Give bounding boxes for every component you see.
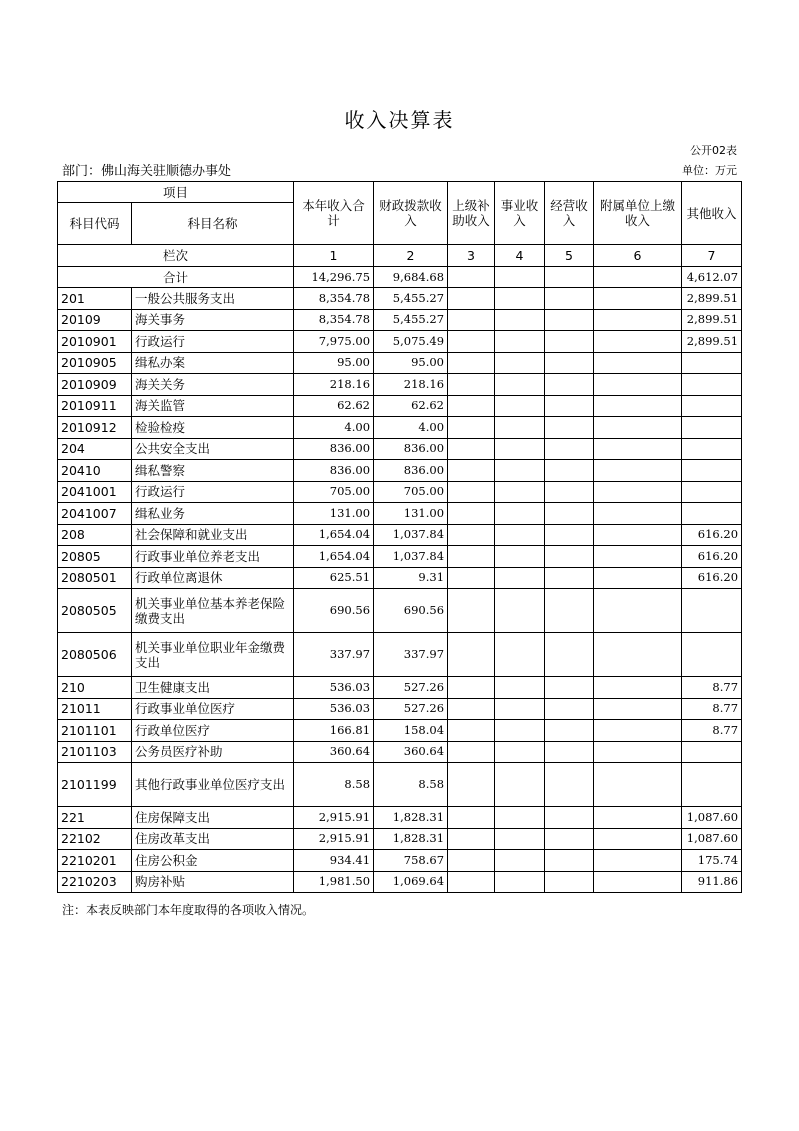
table-row xyxy=(58,720,742,742)
amount-cell xyxy=(594,828,682,850)
subject-name: 住房保障支出 xyxy=(132,807,294,829)
amount-cell xyxy=(495,567,545,589)
amount-cell: 95.00 xyxy=(374,352,448,374)
amount-cell: 337.97 xyxy=(294,633,374,677)
amount-cell: 616.20 xyxy=(682,546,742,568)
column-number: 3 xyxy=(448,245,495,267)
subject-name: 海关监管 xyxy=(132,395,294,417)
amount-cell: 131.00 xyxy=(374,503,448,525)
amount-cell: 1,087.60 xyxy=(682,807,742,829)
column-number: 5 xyxy=(545,245,594,267)
amount-cell xyxy=(545,460,594,482)
amount-cell xyxy=(545,438,594,460)
amount-cell: 8,354.78 xyxy=(294,309,374,331)
amount-cell: 158.04 xyxy=(374,720,448,742)
subject-code: 21011 xyxy=(58,698,132,720)
table-note: 注：本表反映部门本年度取得的各项收入情况。 xyxy=(62,903,315,917)
amount-cell xyxy=(448,460,495,482)
amount-cell: 5,075.49 xyxy=(374,331,448,353)
amount-cell: 934.41 xyxy=(294,850,374,872)
column-number-row xyxy=(58,245,742,267)
subject-code: 2010912 xyxy=(58,417,132,439)
amount-cell xyxy=(495,417,545,439)
amount-cell xyxy=(594,567,682,589)
amount-cell xyxy=(448,720,495,742)
total-value: 4,612.07 xyxy=(682,267,742,288)
amount-cell: 360.64 xyxy=(374,741,448,763)
amount-cell xyxy=(545,524,594,546)
amount-cell xyxy=(545,309,594,331)
amount-cell: 8.77 xyxy=(682,677,742,699)
amount-cell xyxy=(594,352,682,374)
table-row xyxy=(58,460,742,482)
amount-cell: 166.81 xyxy=(294,720,374,742)
amount-cell: 705.00 xyxy=(294,481,374,503)
amount-cell: 360.64 xyxy=(294,741,374,763)
amount-cell: 1,037.84 xyxy=(374,524,448,546)
amount-cell xyxy=(545,395,594,417)
amount-cell xyxy=(495,828,545,850)
amount-cell xyxy=(495,460,545,482)
amount-cell xyxy=(682,438,742,460)
amount-cell xyxy=(545,503,594,525)
unit-label: 单位：万元 xyxy=(682,164,737,177)
subject-name: 缉私业务 xyxy=(132,503,294,525)
amount-cell xyxy=(448,850,495,872)
amount-cell xyxy=(545,417,594,439)
amount-cell: 218.16 xyxy=(374,374,448,396)
table-row xyxy=(58,589,742,633)
amount-cell xyxy=(545,481,594,503)
amount-cell: 8.77 xyxy=(682,720,742,742)
amount-cell: 8.58 xyxy=(294,763,374,807)
table-row xyxy=(58,374,742,396)
amount-cell xyxy=(594,763,682,807)
amount-cell: 4.00 xyxy=(374,417,448,439)
amount-cell xyxy=(545,807,594,829)
amount-cell: 2,915.91 xyxy=(294,828,374,850)
table-row xyxy=(58,288,742,310)
table-row xyxy=(58,352,742,374)
table-row xyxy=(58,524,742,546)
subject-name: 缉私办案 xyxy=(132,352,294,374)
amount-cell xyxy=(682,589,742,633)
header-business: 事业收入 xyxy=(495,182,545,245)
amount-cell xyxy=(594,438,682,460)
amount-cell: 8.77 xyxy=(682,698,742,720)
subject-name: 公务员医疗补助 xyxy=(132,741,294,763)
amount-cell: 536.03 xyxy=(294,677,374,699)
subject-code: 2010901 xyxy=(58,331,132,353)
amount-cell: 62.62 xyxy=(294,395,374,417)
header-affiliate: 附属单位上缴收入 xyxy=(594,182,682,245)
subject-code: 20805 xyxy=(58,546,132,568)
amount-cell xyxy=(495,698,545,720)
amount-cell xyxy=(682,352,742,374)
amount-cell xyxy=(594,633,682,677)
amount-cell xyxy=(448,807,495,829)
table-row xyxy=(58,807,742,829)
department-label: 部门：佛山海关驻顺德办事处 xyxy=(62,164,232,179)
amount-cell xyxy=(545,567,594,589)
subject-name: 机关事业单位职业年金缴费支出 xyxy=(132,633,294,677)
header-row-1 xyxy=(58,182,742,203)
amount-cell xyxy=(545,677,594,699)
income-table xyxy=(57,181,742,893)
table-row xyxy=(58,331,742,353)
subject-name: 行政单位离退休 xyxy=(132,567,294,589)
amount-cell xyxy=(682,374,742,396)
amount-cell xyxy=(545,288,594,310)
amount-cell xyxy=(594,589,682,633)
table-row xyxy=(58,503,742,525)
amount-cell xyxy=(594,720,682,742)
amount-cell xyxy=(495,741,545,763)
table-row xyxy=(58,741,742,763)
amount-cell xyxy=(495,763,545,807)
subject-code: 20410 xyxy=(58,460,132,482)
amount-cell: 5,455.27 xyxy=(374,288,448,310)
amount-cell xyxy=(495,871,545,893)
amount-cell: 2,915.91 xyxy=(294,807,374,829)
subject-name: 机关事业单位基本养老保险缴费支出 xyxy=(132,589,294,633)
amount-cell xyxy=(682,633,742,677)
table-row xyxy=(58,677,742,699)
amount-cell xyxy=(682,460,742,482)
amount-cell xyxy=(594,741,682,763)
column-number-label: 栏次 xyxy=(58,245,294,267)
total-value: 14,296.75 xyxy=(294,267,374,288)
amount-cell xyxy=(545,331,594,353)
amount-cell: 8,354.78 xyxy=(294,288,374,310)
header-fiscal: 财政拨款收入 xyxy=(374,182,448,245)
table-row xyxy=(58,395,742,417)
subject-code: 2041001 xyxy=(58,481,132,503)
amount-cell xyxy=(682,503,742,525)
subject-name: 行政事业单位养老支出 xyxy=(132,546,294,568)
amount-cell: 836.00 xyxy=(294,460,374,482)
amount-cell xyxy=(545,850,594,872)
total-value: 9,684.68 xyxy=(374,267,448,288)
subject-name: 行政事业单位医疗 xyxy=(132,698,294,720)
amount-cell xyxy=(545,828,594,850)
total-value xyxy=(448,267,495,288)
amount-cell xyxy=(495,850,545,872)
subject-name: 行政运行 xyxy=(132,331,294,353)
subject-name: 社会保障和就业支出 xyxy=(132,524,294,546)
amount-cell xyxy=(594,288,682,310)
amount-cell xyxy=(545,741,594,763)
table-row xyxy=(58,546,742,568)
subject-code: 210 xyxy=(58,677,132,699)
amount-cell: 9.31 xyxy=(374,567,448,589)
table-row xyxy=(58,850,742,872)
amount-cell xyxy=(495,633,545,677)
total-label: 合计 xyxy=(58,267,294,288)
amount-cell xyxy=(448,417,495,439)
table-row xyxy=(58,309,742,331)
amount-cell xyxy=(495,589,545,633)
subject-code: 204 xyxy=(58,438,132,460)
amount-cell xyxy=(495,374,545,396)
subject-name: 行政单位医疗 xyxy=(132,720,294,742)
header-other: 其他收入 xyxy=(682,182,742,245)
subject-code: 2010909 xyxy=(58,374,132,396)
subject-name: 卫生健康支出 xyxy=(132,677,294,699)
subject-name: 购房补贴 xyxy=(132,871,294,893)
amount-cell xyxy=(495,438,545,460)
subject-code: 20109 xyxy=(58,309,132,331)
amount-cell: 758.67 xyxy=(374,850,448,872)
amount-cell: 1,087.60 xyxy=(682,828,742,850)
amount-cell: 1,654.04 xyxy=(294,524,374,546)
amount-cell xyxy=(682,741,742,763)
amount-cell xyxy=(448,546,495,568)
total-row xyxy=(58,267,742,288)
amount-cell: 911.86 xyxy=(682,871,742,893)
column-number: 4 xyxy=(495,245,545,267)
total-value xyxy=(594,267,682,288)
amount-cell: 1,037.84 xyxy=(374,546,448,568)
amount-cell xyxy=(448,698,495,720)
subject-code: 2080505 xyxy=(58,589,132,633)
subject-code: 2210203 xyxy=(58,871,132,893)
column-number: 6 xyxy=(594,245,682,267)
amount-cell: 131.00 xyxy=(294,503,374,525)
amount-cell xyxy=(545,352,594,374)
amount-cell xyxy=(448,763,495,807)
subject-code: 208 xyxy=(58,524,132,546)
amount-cell xyxy=(495,288,545,310)
amount-cell: 2,899.51 xyxy=(682,331,742,353)
amount-cell: 1,654.04 xyxy=(294,546,374,568)
subject-code: 2101101 xyxy=(58,720,132,742)
amount-cell: 218.16 xyxy=(294,374,374,396)
subject-code: 2101103 xyxy=(58,741,132,763)
amount-cell xyxy=(495,677,545,699)
amount-cell xyxy=(682,481,742,503)
amount-cell: 616.20 xyxy=(682,567,742,589)
amount-cell: 337.97 xyxy=(374,633,448,677)
total-value xyxy=(545,267,594,288)
amount-cell xyxy=(495,309,545,331)
amount-cell xyxy=(594,331,682,353)
amount-cell xyxy=(594,871,682,893)
amount-cell: 2,899.51 xyxy=(682,288,742,310)
subject-code: 2041007 xyxy=(58,503,132,525)
header-item: 项目 xyxy=(58,182,294,203)
amount-cell xyxy=(448,438,495,460)
amount-cell xyxy=(545,720,594,742)
subject-code: 201 xyxy=(58,288,132,310)
subject-code: 2080501 xyxy=(58,567,132,589)
amount-cell xyxy=(594,524,682,546)
total-value xyxy=(495,267,545,288)
amount-cell xyxy=(448,395,495,417)
amount-cell xyxy=(448,524,495,546)
amount-cell xyxy=(545,871,594,893)
amount-cell xyxy=(448,374,495,396)
amount-cell xyxy=(448,503,495,525)
subject-code: 2010905 xyxy=(58,352,132,374)
amount-cell xyxy=(594,850,682,872)
amount-cell: 836.00 xyxy=(294,438,374,460)
table-row xyxy=(58,567,742,589)
header-total: 本年收入合计 xyxy=(294,182,374,245)
subject-name: 海关事务 xyxy=(132,309,294,331)
amount-cell: 2,899.51 xyxy=(682,309,742,331)
amount-cell xyxy=(594,807,682,829)
amount-cell xyxy=(448,589,495,633)
amount-cell xyxy=(594,698,682,720)
amount-cell xyxy=(448,567,495,589)
amount-cell xyxy=(448,633,495,677)
amount-cell xyxy=(594,395,682,417)
amount-cell xyxy=(448,481,495,503)
header-subsidy: 上级补助收入 xyxy=(448,182,495,245)
amount-cell: 536.03 xyxy=(294,698,374,720)
column-number: 2 xyxy=(374,245,448,267)
table-row xyxy=(58,417,742,439)
amount-cell: 705.00 xyxy=(374,481,448,503)
amount-cell xyxy=(594,481,682,503)
subject-name: 行政运行 xyxy=(132,481,294,503)
amount-cell xyxy=(594,677,682,699)
amount-cell xyxy=(495,352,545,374)
amount-cell xyxy=(495,807,545,829)
amount-cell xyxy=(545,763,594,807)
table-row xyxy=(58,633,742,677)
subject-name: 住房公积金 xyxy=(132,850,294,872)
amount-cell xyxy=(495,720,545,742)
subject-code: 2010911 xyxy=(58,395,132,417)
amount-cell: 175.74 xyxy=(682,850,742,872)
amount-cell: 625.51 xyxy=(294,567,374,589)
amount-cell xyxy=(594,503,682,525)
amount-cell: 4.00 xyxy=(294,417,374,439)
subject-name: 一般公共服务支出 xyxy=(132,288,294,310)
amount-cell xyxy=(545,698,594,720)
subject-name: 公共安全支出 xyxy=(132,438,294,460)
amount-cell xyxy=(594,309,682,331)
subject-name: 其他行政事业单位医疗支出 xyxy=(132,763,294,807)
subject-code: 2101199 xyxy=(58,763,132,807)
amount-cell xyxy=(495,524,545,546)
amount-cell xyxy=(495,481,545,503)
amount-cell xyxy=(682,417,742,439)
amount-cell xyxy=(448,871,495,893)
amount-cell: 8.58 xyxy=(374,763,448,807)
amount-cell xyxy=(448,741,495,763)
amount-cell: 62.62 xyxy=(374,395,448,417)
amount-cell xyxy=(594,417,682,439)
amount-cell: 5,455.27 xyxy=(374,309,448,331)
amount-cell xyxy=(448,309,495,331)
amount-cell: 1,981.50 xyxy=(294,871,374,893)
column-number: 1 xyxy=(294,245,374,267)
amount-cell xyxy=(495,331,545,353)
amount-cell xyxy=(448,677,495,699)
amount-cell xyxy=(682,763,742,807)
amount-cell xyxy=(545,589,594,633)
amount-cell: 836.00 xyxy=(374,460,448,482)
amount-cell xyxy=(594,546,682,568)
table-row xyxy=(58,828,742,850)
page-title: 收入决算表 xyxy=(344,108,455,132)
subject-code: 2080506 xyxy=(58,633,132,677)
table-row xyxy=(58,698,742,720)
table-row xyxy=(58,481,742,503)
amount-cell xyxy=(594,374,682,396)
amount-cell: 690.56 xyxy=(374,589,448,633)
amount-cell xyxy=(448,288,495,310)
amount-cell: 7,975.00 xyxy=(294,331,374,353)
amount-cell xyxy=(594,460,682,482)
amount-cell xyxy=(545,633,594,677)
form-number: 公开02表 xyxy=(690,144,737,157)
amount-cell xyxy=(495,395,545,417)
amount-cell: 1,828.31 xyxy=(374,807,448,829)
table-row xyxy=(58,438,742,460)
subject-code: 2210201 xyxy=(58,850,132,872)
amount-cell xyxy=(448,331,495,353)
table-row xyxy=(58,763,742,807)
header-name: 科目名称 xyxy=(132,203,294,245)
table-row xyxy=(58,871,742,893)
amount-cell xyxy=(545,546,594,568)
amount-cell: 1,069.64 xyxy=(374,871,448,893)
amount-cell: 527.26 xyxy=(374,698,448,720)
amount-cell: 527.26 xyxy=(374,677,448,699)
column-number: 7 xyxy=(682,245,742,267)
amount-cell: 95.00 xyxy=(294,352,374,374)
amount-cell: 1,828.31 xyxy=(374,828,448,850)
amount-cell xyxy=(448,828,495,850)
amount-cell xyxy=(495,546,545,568)
amount-cell xyxy=(545,374,594,396)
header-operating: 经营收入 xyxy=(545,182,594,245)
amount-cell: 690.56 xyxy=(294,589,374,633)
subject-name: 检验检疫 xyxy=(132,417,294,439)
header-code: 科目代码 xyxy=(58,203,132,245)
subject-code: 22102 xyxy=(58,828,132,850)
amount-cell: 836.00 xyxy=(374,438,448,460)
subject-name: 缉私警察 xyxy=(132,460,294,482)
amount-cell: 616.20 xyxy=(682,524,742,546)
subject-name: 住房改革支出 xyxy=(132,828,294,850)
subject-code: 221 xyxy=(58,807,132,829)
amount-cell xyxy=(495,503,545,525)
subject-name: 海关关务 xyxy=(132,374,294,396)
amount-cell xyxy=(448,352,495,374)
amount-cell xyxy=(682,395,742,417)
